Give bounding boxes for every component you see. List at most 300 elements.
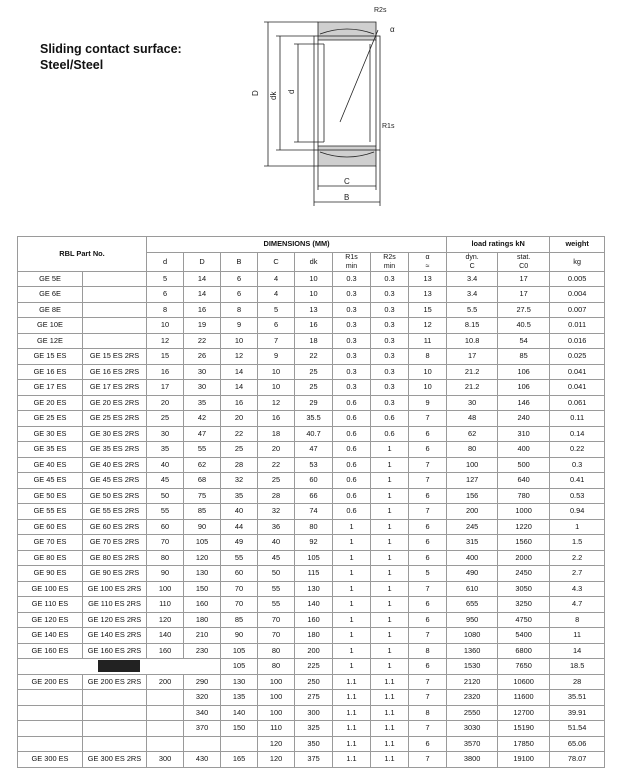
value-cell: 20 xyxy=(221,411,258,427)
value-cell: 320 xyxy=(184,690,221,706)
value-cell: 1.1 xyxy=(371,705,409,721)
value-cell: 60 xyxy=(221,566,258,582)
value-cell: 0.11 xyxy=(550,411,605,427)
value-cell: 430 xyxy=(184,752,221,768)
value-cell: 0.3 xyxy=(333,271,371,287)
value-cell: 55 xyxy=(184,442,221,458)
value-cell: 130 xyxy=(295,581,333,597)
value-cell: 18 xyxy=(295,333,333,349)
value-cell: 15190 xyxy=(498,721,550,737)
value-cell: 22 xyxy=(184,333,221,349)
value-cell: 1 xyxy=(371,566,409,582)
value-cell: 5.5 xyxy=(447,302,498,318)
value-cell: 640 xyxy=(498,473,550,489)
value-cell: 66 xyxy=(295,488,333,504)
value-cell: 230 xyxy=(184,643,221,659)
value-cell: 90 xyxy=(221,628,258,644)
value-cell: 0.3 xyxy=(333,380,371,396)
table-row xyxy=(18,426,605,442)
value-cell: 1 xyxy=(333,643,371,659)
col-kg: kg xyxy=(550,252,605,271)
value-cell: 80 xyxy=(447,442,498,458)
value-cell: 90 xyxy=(147,566,184,582)
part-number-cell: GE 25 ES xyxy=(18,411,83,427)
spec-table-body xyxy=(18,271,605,767)
table-row xyxy=(18,302,605,318)
value-cell: 51.54 xyxy=(550,721,605,737)
part-number-cell xyxy=(18,659,221,675)
value-cell: 240 xyxy=(498,411,550,427)
value-cell: 1.1 xyxy=(333,690,371,706)
value-cell: 18.5 xyxy=(550,659,605,675)
value-cell xyxy=(147,690,184,706)
value-cell: 8 xyxy=(409,643,447,659)
value-cell: 10 xyxy=(409,380,447,396)
value-cell: 140 xyxy=(221,705,258,721)
value-cell: 1 xyxy=(371,473,409,489)
value-cell: 6 xyxy=(409,488,447,504)
value-cell: 10.8 xyxy=(447,333,498,349)
value-cell: 60 xyxy=(147,519,184,535)
value-cell xyxy=(184,736,221,752)
col-r2s: R2s min xyxy=(371,252,409,271)
value-cell: 180 xyxy=(295,628,333,644)
value-cell: 0.3 xyxy=(333,287,371,303)
part-number-cell: GE 90 ES xyxy=(18,566,83,582)
value-cell: 7 xyxy=(409,674,447,690)
table-row xyxy=(18,566,605,582)
part-number-cell xyxy=(18,705,83,721)
value-cell: 15 xyxy=(409,302,447,318)
value-cell: 490 xyxy=(447,566,498,582)
table-row xyxy=(18,395,605,411)
part-number-cell: GE 200 ES 2RS xyxy=(83,674,147,690)
value-cell: 17 xyxy=(498,287,550,303)
value-cell: 200 xyxy=(147,674,184,690)
table-row xyxy=(18,287,605,303)
value-cell: 10 xyxy=(258,364,295,380)
value-cell: 35.5 xyxy=(295,411,333,427)
value-cell: 25 xyxy=(147,411,184,427)
value-cell: 70 xyxy=(221,597,258,613)
value-cell: 1 xyxy=(371,442,409,458)
value-cell: 106 xyxy=(498,380,550,396)
value-cell: 140 xyxy=(295,597,333,613)
table-row xyxy=(18,628,605,644)
value-cell: 1.5 xyxy=(550,535,605,551)
value-cell: 74 xyxy=(295,504,333,520)
value-cell: 17 xyxy=(498,271,550,287)
value-cell: 3250 xyxy=(498,597,550,613)
value-cell: 120 xyxy=(147,612,184,628)
value-cell: 1000 xyxy=(498,504,550,520)
part-number-cell: GE 60 ES 2RS xyxy=(83,519,147,535)
value-cell: 0.041 xyxy=(550,364,605,380)
value-cell: 9 xyxy=(409,395,447,411)
value-cell: 48 xyxy=(447,411,498,427)
value-cell: 146 xyxy=(498,395,550,411)
value-cell: 50 xyxy=(147,488,184,504)
value-cell: 100 xyxy=(258,690,295,706)
part-number-cell: GE 60 ES xyxy=(18,519,83,535)
value-cell: 3800 xyxy=(447,752,498,768)
value-cell: 22 xyxy=(258,457,295,473)
value-cell: 8.15 xyxy=(447,318,498,334)
value-cell: 7 xyxy=(409,473,447,489)
col-r1s: R1s min xyxy=(333,252,371,271)
value-cell: 610 xyxy=(447,581,498,597)
value-cell: 22 xyxy=(295,349,333,365)
value-cell: 1.1 xyxy=(371,674,409,690)
value-cell: 275 xyxy=(295,690,333,706)
value-cell: 55 xyxy=(221,550,258,566)
value-cell: 60 xyxy=(295,473,333,489)
value-cell: 25 xyxy=(258,473,295,489)
value-cell: 120 xyxy=(184,550,221,566)
value-cell: 47 xyxy=(295,442,333,458)
part-number-cell: GE 160 ES xyxy=(18,643,83,659)
label-r2s: R2s xyxy=(374,7,387,14)
col-d: d xyxy=(147,252,184,271)
value-cell: 6 xyxy=(409,659,447,675)
part-number-cell: GE 120 ES 2RS xyxy=(83,612,147,628)
value-cell: 80 xyxy=(147,550,184,566)
value-cell: 39.91 xyxy=(550,705,605,721)
value-cell: 105 xyxy=(221,643,258,659)
part-number-cell: GE 5E xyxy=(18,271,83,287)
value-cell: 0.3 xyxy=(333,364,371,380)
value-cell: 35 xyxy=(221,488,258,504)
value-cell: 310 xyxy=(498,426,550,442)
part-number-cell xyxy=(83,721,147,737)
value-cell: 7 xyxy=(409,628,447,644)
value-cell: 245 xyxy=(447,519,498,535)
part-number-cell: GE 70 ES xyxy=(18,535,83,551)
value-cell: 6 xyxy=(409,535,447,551)
value-cell: 4.3 xyxy=(550,581,605,597)
value-cell: 5 xyxy=(147,271,184,287)
value-cell: 1 xyxy=(333,612,371,628)
table-row xyxy=(18,581,605,597)
value-cell: 25 xyxy=(221,442,258,458)
value-cell: 0.3 xyxy=(371,271,409,287)
value-cell: 0.6 xyxy=(333,488,371,504)
value-cell: 350 xyxy=(295,736,333,752)
value-cell: 0.22 xyxy=(550,442,605,458)
value-cell: 1 xyxy=(371,597,409,613)
value-cell: 8 xyxy=(147,302,184,318)
value-cell: 0.6 xyxy=(333,426,371,442)
value-cell: 100 xyxy=(258,674,295,690)
value-cell: 30 xyxy=(184,364,221,380)
value-cell: 950 xyxy=(447,612,498,628)
table-row xyxy=(18,597,605,613)
value-cell: 40.7 xyxy=(295,426,333,442)
value-cell: 156 xyxy=(447,488,498,504)
value-cell: 0.025 xyxy=(550,349,605,365)
value-cell: 0.3 xyxy=(371,287,409,303)
value-cell: 0.004 xyxy=(550,287,605,303)
part-number-cell: GE 15 ES 2RS xyxy=(83,349,147,365)
value-cell: 28 xyxy=(221,457,258,473)
table-row xyxy=(18,690,605,706)
part-number-cell: GE 100 ES xyxy=(18,581,83,597)
value-cell: 120 xyxy=(258,736,295,752)
value-cell: 6 xyxy=(221,287,258,303)
table-row xyxy=(18,721,605,737)
value-cell: 4.7 xyxy=(550,597,605,613)
load-ratings-header: load ratings kN xyxy=(447,237,550,253)
value-cell: 140 xyxy=(147,628,184,644)
value-cell: 3050 xyxy=(498,581,550,597)
value-cell: 62 xyxy=(184,457,221,473)
value-cell: 7650 xyxy=(498,659,550,675)
value-cell: 6 xyxy=(258,318,295,334)
value-cell: 0.6 xyxy=(333,395,371,411)
value-cell: 1 xyxy=(333,597,371,613)
part-number-cell: GE 100 ES 2RS xyxy=(83,581,147,597)
value-cell: 110 xyxy=(258,721,295,737)
value-cell: 180 xyxy=(184,612,221,628)
label-alpha: α xyxy=(390,25,395,34)
value-cell: 45 xyxy=(258,550,295,566)
value-cell: 1 xyxy=(371,628,409,644)
value-cell: 1 xyxy=(333,519,371,535)
value-cell: 2120 xyxy=(447,674,498,690)
part-number-header: RBL Part No. xyxy=(18,237,147,272)
label-d: d xyxy=(287,89,296,94)
value-cell: 6 xyxy=(409,597,447,613)
value-cell: 12700 xyxy=(498,705,550,721)
value-cell: 655 xyxy=(447,597,498,613)
value-cell: 8 xyxy=(550,612,605,628)
part-number-cell: GE 50 ES xyxy=(18,488,83,504)
value-cell xyxy=(221,736,258,752)
value-cell: 5 xyxy=(409,566,447,582)
value-cell: 85 xyxy=(498,349,550,365)
part-number-cell: GE 20 ES xyxy=(18,395,83,411)
part-number-cell: GE 110 ES 2RS xyxy=(83,597,147,613)
table-row xyxy=(18,519,605,535)
value-cell: 0.3 xyxy=(333,333,371,349)
part-number-cell xyxy=(83,302,147,318)
value-cell: 85 xyxy=(221,612,258,628)
value-cell: 1.1 xyxy=(333,674,371,690)
value-cell: 16 xyxy=(295,318,333,334)
value-cell: 14 xyxy=(184,287,221,303)
value-cell: 40 xyxy=(147,457,184,473)
value-cell: 0.016 xyxy=(550,333,605,349)
value-cell: 1 xyxy=(371,504,409,520)
value-cell: 1 xyxy=(371,612,409,628)
value-cell: 13 xyxy=(295,302,333,318)
value-cell: 2320 xyxy=(447,690,498,706)
value-cell: 0.3 xyxy=(371,349,409,365)
value-cell: 19 xyxy=(184,318,221,334)
value-cell: 1560 xyxy=(498,535,550,551)
part-number-cell: GE 6E xyxy=(18,287,83,303)
value-cell: 115 xyxy=(295,566,333,582)
value-cell: 300 xyxy=(147,752,184,768)
value-cell: 14 xyxy=(221,364,258,380)
value-cell: 6 xyxy=(409,736,447,752)
value-cell: 70 xyxy=(258,612,295,628)
value-cell: 0.6 xyxy=(333,442,371,458)
value-cell: 7 xyxy=(409,752,447,768)
value-cell: 160 xyxy=(147,643,184,659)
value-cell: 16 xyxy=(147,364,184,380)
value-cell: 16 xyxy=(258,411,295,427)
part-number-cell xyxy=(83,318,147,334)
value-cell: 30 xyxy=(147,426,184,442)
value-cell: 17 xyxy=(447,349,498,365)
value-cell: 340 xyxy=(184,705,221,721)
part-number-cell xyxy=(83,333,147,349)
value-cell: 6 xyxy=(409,550,447,566)
table-row xyxy=(18,318,605,334)
value-cell: 12 xyxy=(409,318,447,334)
spec-table xyxy=(17,236,605,768)
value-cell: 19100 xyxy=(498,752,550,768)
value-cell: 35 xyxy=(147,442,184,458)
value-cell: 100 xyxy=(147,581,184,597)
value-cell: 1 xyxy=(371,519,409,535)
heading-line2: Steel/Steel xyxy=(40,58,104,72)
value-cell: 6800 xyxy=(498,643,550,659)
value-cell: 70 xyxy=(258,628,295,644)
value-cell: 16 xyxy=(184,302,221,318)
value-cell: 1360 xyxy=(447,643,498,659)
label-dk: dk xyxy=(269,91,278,100)
part-number-cell: GE 90 ES 2RS xyxy=(83,566,147,582)
value-cell: 3.4 xyxy=(447,271,498,287)
part-number-cell: GE 30 ES xyxy=(18,426,83,442)
value-cell: 8 xyxy=(221,302,258,318)
table-row xyxy=(18,333,605,349)
value-cell: 0.3 xyxy=(550,457,605,473)
value-cell: 6 xyxy=(409,612,447,628)
value-cell: 0.3 xyxy=(333,318,371,334)
value-cell: 0.3 xyxy=(371,318,409,334)
value-cell: 54 xyxy=(498,333,550,349)
value-cell: 40 xyxy=(258,535,295,551)
value-cell: 50 xyxy=(258,566,295,582)
value-cell: 12 xyxy=(258,395,295,411)
value-cell: 0.53 xyxy=(550,488,605,504)
part-number-cell: GE 45 ES xyxy=(18,473,83,489)
value-cell: 1.1 xyxy=(333,752,371,768)
value-cell: 0.6 xyxy=(333,457,371,473)
value-cell: 4 xyxy=(258,287,295,303)
redacted-mark xyxy=(98,660,140,672)
part-number-cell: GE 50 ES 2RS xyxy=(83,488,147,504)
value-cell: 100 xyxy=(447,457,498,473)
value-cell: 0.3 xyxy=(333,349,371,365)
value-cell: 110 xyxy=(147,597,184,613)
value-cell: 127 xyxy=(447,473,498,489)
value-cell: 5400 xyxy=(498,628,550,644)
table-row xyxy=(18,349,605,365)
value-cell: 225 xyxy=(295,659,333,675)
value-cell: 11600 xyxy=(498,690,550,706)
part-number-cell: GE 16 ES 2RS xyxy=(83,364,147,380)
table-row xyxy=(18,752,605,768)
col-C: C xyxy=(258,252,295,271)
table-row xyxy=(18,674,605,690)
value-cell: 11 xyxy=(409,333,447,349)
value-cell: 0.005 xyxy=(550,271,605,287)
value-cell: 14 xyxy=(221,380,258,396)
value-cell: 130 xyxy=(221,674,258,690)
part-number-cell: GE 35 ES 2RS xyxy=(83,442,147,458)
value-cell: 1 xyxy=(333,628,371,644)
part-number-cell: GE 160 ES 2RS xyxy=(83,643,147,659)
part-number-cell: GE 200 ES xyxy=(18,674,83,690)
value-cell: 500 xyxy=(498,457,550,473)
part-number-cell: GE 55 ES xyxy=(18,504,83,520)
value-cell: 7 xyxy=(409,504,447,520)
value-cell: 200 xyxy=(295,643,333,659)
value-cell: 0.6 xyxy=(333,504,371,520)
value-cell: 6 xyxy=(147,287,184,303)
value-cell: 3570 xyxy=(447,736,498,752)
table-row xyxy=(18,550,605,566)
col-D: D xyxy=(184,252,221,271)
value-cell: 40.5 xyxy=(498,318,550,334)
value-cell: 10 xyxy=(258,380,295,396)
value-cell: 250 xyxy=(295,674,333,690)
part-number-cell: GE 12E xyxy=(18,333,83,349)
value-cell: 1.1 xyxy=(371,721,409,737)
value-cell: 1.1 xyxy=(371,690,409,706)
value-cell: 27.5 xyxy=(498,302,550,318)
value-cell: 47 xyxy=(184,426,221,442)
value-cell: 16 xyxy=(221,395,258,411)
value-cell xyxy=(147,736,184,752)
part-number-cell: GE 40 ES 2RS xyxy=(83,457,147,473)
value-cell: 7 xyxy=(258,333,295,349)
table-row xyxy=(18,271,605,287)
value-cell: 0.6 xyxy=(371,426,409,442)
bearing-drawing xyxy=(240,0,420,212)
value-cell: 35 xyxy=(184,395,221,411)
value-cell: 21.2 xyxy=(447,364,498,380)
value-cell: 92 xyxy=(295,535,333,551)
weight-header: weight xyxy=(550,237,605,253)
value-cell: 400 xyxy=(498,442,550,458)
part-number-cell: GE 15 ES xyxy=(18,349,83,365)
part-number-cell: GE 10E xyxy=(18,318,83,334)
value-cell: 0.007 xyxy=(550,302,605,318)
value-cell: 1 xyxy=(371,643,409,659)
value-cell: 21.2 xyxy=(447,380,498,396)
part-number-cell: GE 20 ES 2RS xyxy=(83,395,147,411)
value-cell: 2.2 xyxy=(550,550,605,566)
value-cell: 62 xyxy=(447,426,498,442)
value-cell: 13 xyxy=(409,271,447,287)
value-cell: 36 xyxy=(258,519,295,535)
part-number-cell: GE 300 ES xyxy=(18,752,83,768)
value-cell: 49 xyxy=(221,535,258,551)
value-cell: 2.7 xyxy=(550,566,605,582)
value-cell: 11 xyxy=(550,628,605,644)
value-cell: 55 xyxy=(258,597,295,613)
value-cell: 3.4 xyxy=(447,287,498,303)
value-cell: 42 xyxy=(184,411,221,427)
label-D: D xyxy=(251,90,260,96)
value-cell: 55 xyxy=(147,504,184,520)
value-cell: 6 xyxy=(409,519,447,535)
